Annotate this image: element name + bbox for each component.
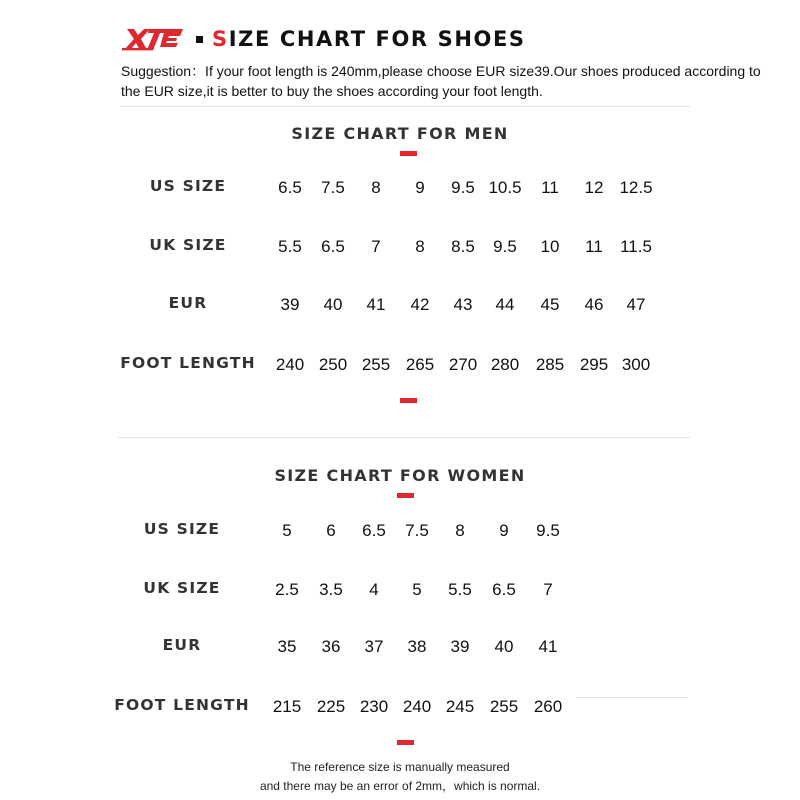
note-line-1: The reference size is manually measured [290,760,510,774]
page-title-first-letter: S [212,27,229,51]
men-size-cell: 5.5 [278,237,302,256]
men-size-cell: 9.5 [451,178,475,197]
women-section-title: SIZE CHART FOR WOMEN [274,466,526,485]
men-size-cell: 285 [535,355,565,374]
header [122,24,526,54]
men-size-cell: 47 [626,295,646,314]
men-size-cell: 10 [540,237,560,256]
men-size-cell: 40 [323,295,343,314]
men-size-cell: 42 [410,295,430,314]
page-title [212,27,526,51]
women-size-cell: 9.5 [536,521,560,540]
women-size-cell: 4 [369,580,379,599]
women-size-cell: 38 [407,637,427,656]
men-size-cell: 11 [541,178,559,197]
women-size-cell: 3.5 [319,580,343,599]
women-size-cell: 8 [455,521,465,540]
women-row-label: US SIZE [143,520,221,538]
top-divider [120,106,690,107]
women-size-cell: 5 [282,521,292,540]
men-row-label: US SIZE [149,177,227,195]
note-line-2: and there may be an error of 2mm，which is normal. [259,779,541,793]
suggestion-text: Suggestion：If your foot length is 240mm,please choose EUR size39.Our shoes produced according to the EUR size,it is better to buy the shoes according your foot length. [121,63,761,99]
women-size-cell: 9 [499,521,509,540]
women-size-cell: 245 [445,697,475,716]
men-size-cell: 300 [621,355,651,374]
xtep-logo [122,26,184,52]
men-size-cell: 41 [366,295,386,314]
women-size-cell: 6 [326,521,336,540]
women-row-label: EUR [162,636,202,654]
men-row-label: EUR [168,294,208,312]
men-section-title: SIZE CHART FOR MEN [291,124,509,143]
women-size-cell: 225 [316,697,346,716]
men-size-cell: 39 [280,295,300,314]
men-size-cell: 44 [495,295,515,314]
men-size-cell: 8 [371,178,381,197]
women-size-cell: 2.5 [275,580,299,599]
title-bullet [196,36,203,43]
women-row-divider [576,697,688,698]
women-size-cell: 5.5 [448,580,472,599]
women-row-label: FOOT LENGTH [114,696,250,714]
men-size-cell: 9 [415,178,425,197]
women-size-cell: 40 [494,637,514,656]
men-size-cell: 43 [453,295,473,314]
men-bottom-accent [400,398,417,403]
middle-divider [118,437,690,438]
women-row-label: UK SIZE [143,579,221,597]
men-size-cell: 46 [584,295,604,314]
women-size-cell: 6.5 [492,580,516,599]
men-size-cell: 270 [448,355,478,374]
women-size-cell: 255 [489,697,519,716]
men-size-cell: 6.5 [321,237,345,256]
men-size-cell: 295 [579,355,609,374]
men-size-cell: 6.5 [278,178,302,197]
women-size-cell: 240 [402,697,432,716]
women-size-cell: 37 [364,637,384,656]
men-size-cell: 12 [584,178,604,197]
men-size-cell: 250 [318,355,348,374]
women-size-cell: 41 [538,637,558,656]
men-size-cell: 11 [585,237,603,256]
women-size-cell: 5 [412,580,422,599]
men-size-cell: 45 [540,295,560,314]
women-size-cell: 7 [543,580,553,599]
men-size-cell: 7 [371,237,381,256]
women-size-cell: 7.5 [405,521,429,540]
women-size-cell: 230 [359,697,389,716]
women-size-cell: 260 [533,697,563,716]
men-size-cell: 265 [405,355,435,374]
men-title-accent [400,151,417,156]
men-size-cell: 280 [490,355,520,374]
women-title-accent [397,493,414,498]
men-size-cell: 11.5 [620,237,652,256]
women-size-cell: 35 [277,637,297,656]
women-bottom-accent [397,740,414,745]
men-size-cell: 12.5 [619,178,653,197]
men-row-label: UK SIZE [149,236,227,254]
page-title-rest: IZE CHART FOR SHOES [228,27,526,51]
men-size-cell: 255 [361,355,391,374]
men-row-label: FOOT LENGTH [120,354,256,372]
men-size-cell: 8 [415,237,425,256]
women-size-cell: 215 [272,697,302,716]
women-size-cell: 36 [321,637,341,656]
men-size-cell: 7.5 [321,178,345,197]
men-size-cell: 9.5 [493,237,517,256]
men-size-cell: 240 [275,355,305,374]
women-size-cell: 6.5 [362,521,386,540]
men-size-cell: 10.5 [488,178,522,197]
men-size-cell: 8.5 [451,237,475,256]
women-size-cell: 39 [450,637,470,656]
